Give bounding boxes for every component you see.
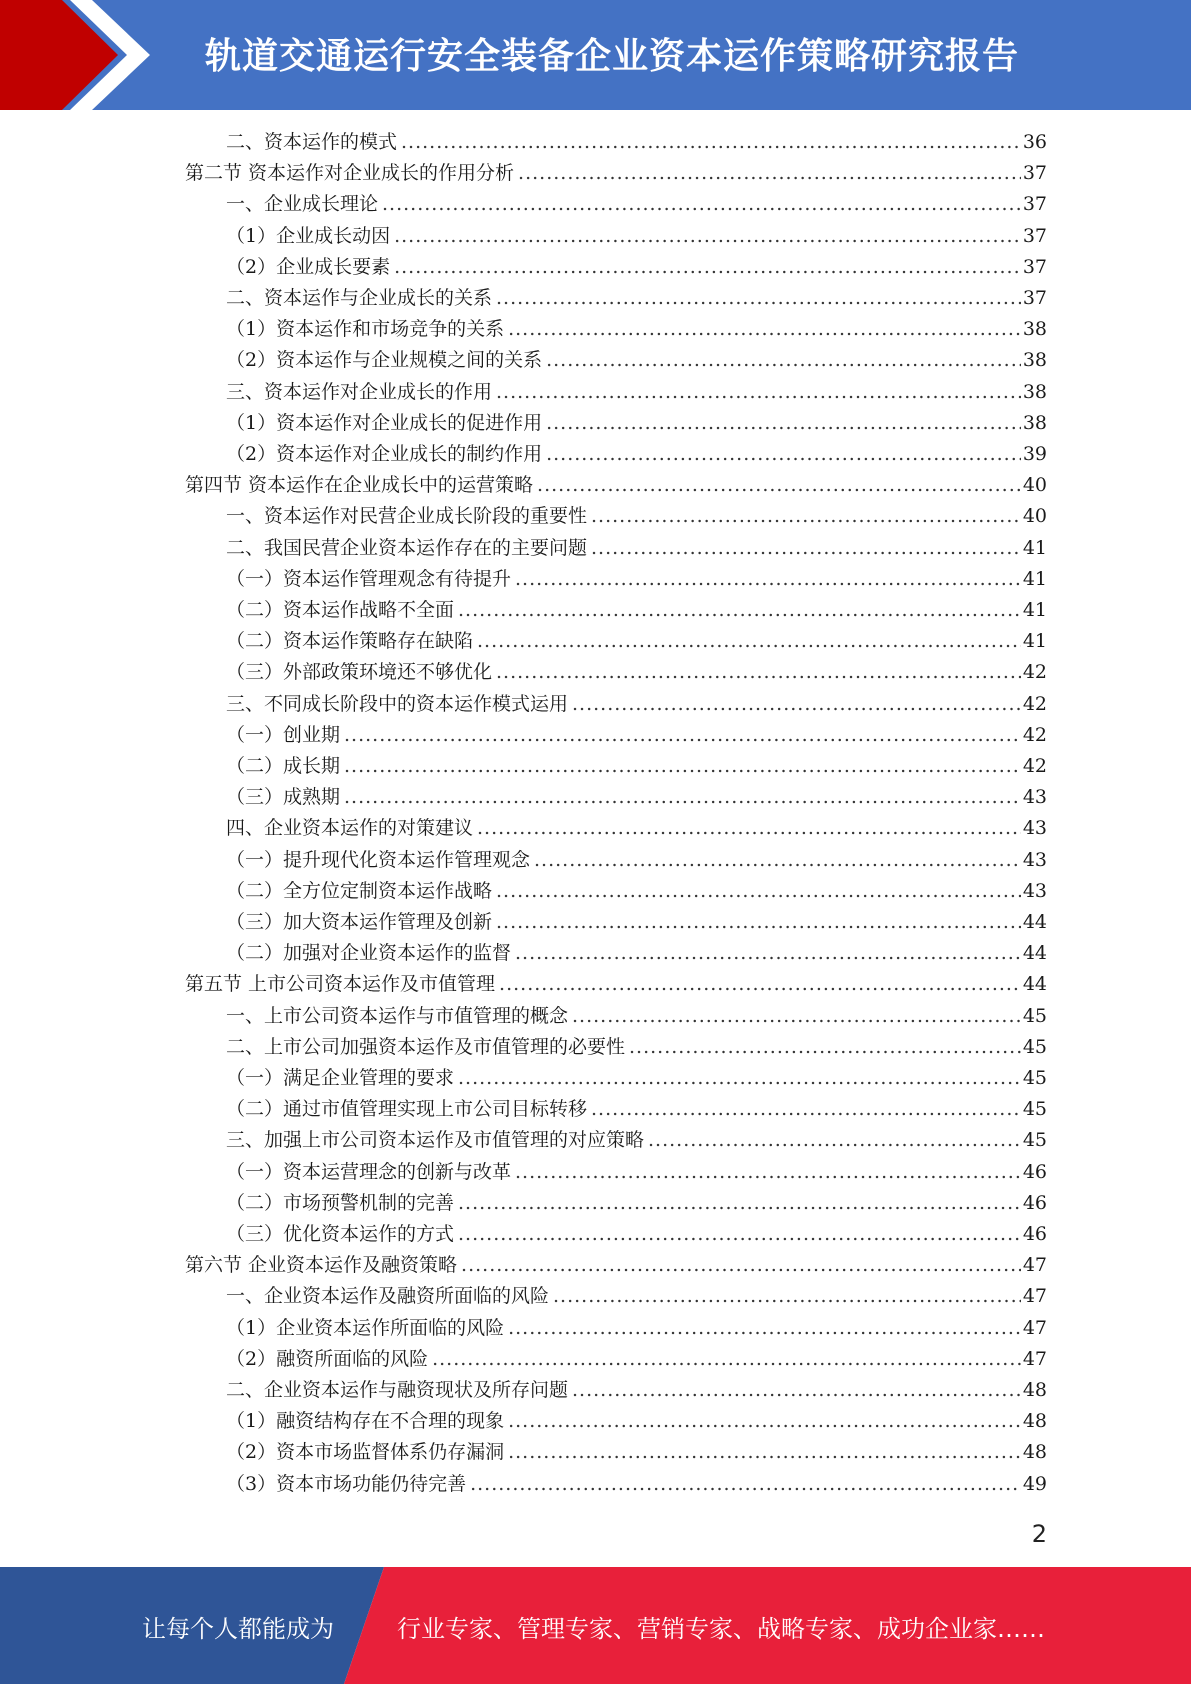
toc-entry-label: （2）资本运作与企业规模之间的关系 [226,349,543,372]
toc-entry-label: （三）优化资本运作的方式 [226,1223,455,1245]
toc-entry-label: （一）资本运作管理观念有待提升 [226,567,512,590]
toc-entry[interactable] [226,1188,1047,1219]
toc-entry[interactable] [226,1344,1047,1375]
toc-dot-leader [508,1313,1021,1344]
toc-entry-label: （2）企业成长要素 [226,255,391,278]
toc-entry-label: （二）市场预警机制的完善 [226,1191,455,1214]
toc-entry[interactable] [226,1094,1047,1125]
toc-entry-page: 47 [1022,1254,1047,1277]
toc-entry-page: 48 [1022,1379,1047,1401]
toc-entry-label: （2）资本市场监督体系仍存漏洞 [226,1441,505,1464]
toc-entry-page: 42 [1022,723,1047,746]
toc-entry-label: 第六节 企业资本运作及融资策略 [185,1254,458,1277]
toc-dot-leader [572,1001,1021,1032]
toc-entry[interactable] [226,439,1047,470]
toc-entry-page: 42 [1022,692,1047,715]
toc-entry-label: 三、资本运作对企业成长的作用 [226,380,493,403]
toc-dot-leader [515,564,1021,595]
toc-entry-page: 40 [1022,474,1047,497]
toc-entry[interactable] [226,1157,1047,1188]
toc-entry-page: 45 [1022,1004,1047,1027]
toc-dot-leader [546,408,1021,439]
toc-entry-label: （三）成熟期 [226,786,341,809]
toc-entry[interactable] [226,127,1047,158]
toc-dot-leader [344,782,1021,813]
toc-dot-leader [546,345,1021,376]
toc-entry[interactable] [226,813,1047,844]
toc-entry-label: 一、企业成长理论 [226,193,379,216]
toc-dot-leader [508,314,1021,345]
toc-entry-label: 一、上市公司资本运作与市值管理的概念 [226,1004,569,1027]
toc-entry-page: 40 [1022,505,1047,528]
toc-entry-label: 第五节 上市公司资本运作及市值管理 [185,973,496,996]
toc-dot-leader [572,689,1021,720]
toc-dot-leader [344,751,1021,782]
toc-entry-label: 第二节 资本运作对企业成长的作用分析 [185,162,515,185]
toc-dot-leader [458,1188,1021,1219]
toc-entry-label: 二、资本运作的模式 [226,131,398,153]
toc-entry-page: 43 [1022,817,1047,840]
toc-dot-leader [515,938,1021,969]
toc-entry-label: （二）成长期 [226,755,341,777]
toc-dot-leader [496,377,1021,408]
toc-entry[interactable] [226,501,1047,532]
toc-entry-label: （2）融资所面临的风险 [226,1347,429,1370]
toc-dot-leader [553,1281,1021,1312]
toc-entry-label: （三）加大资本运作管理及创新 [226,911,493,933]
toc-dot-leader [534,845,1021,876]
toc-entry-page: 43 [1022,879,1047,902]
toc-entry-page: 37 [1022,162,1047,185]
toc-dot-leader [470,1469,1021,1500]
toc-entry-page: 47 [1022,1347,1047,1370]
toc-dot-leader [537,470,1021,501]
toc-entry-page: 44 [1022,973,1047,996]
toc-entry-label: （1）企业资本运作所面临的风险 [226,1316,505,1339]
toc-entry-label: 二、上市公司加强资本运作及市值管理的必要性 [226,1035,626,1058]
toc-entry-label: （3）资本市场功能仍待完善 [226,1472,467,1495]
toc-entry-page: 45 [1022,1098,1047,1121]
toc-entry-page: 45 [1022,1129,1047,1152]
toc-dot-leader [461,1250,1021,1281]
toc-entry-page: 48 [1022,1410,1047,1433]
toc-entry[interactable] [226,751,1047,782]
toc-entry[interactable] [226,1001,1047,1032]
toc-entry-label: 第四节 资本运作在企业成长中的运营策略 [185,474,534,497]
toc-entry-page: 38 [1022,349,1047,372]
toc-entry[interactable] [226,782,1047,813]
toc-dot-leader [591,501,1021,532]
toc-entry[interactable] [226,657,1047,688]
toc-entry[interactable] [226,1125,1047,1156]
toc-entry[interactable] [226,345,1047,376]
toc-dot-leader [496,283,1021,314]
toc-entry[interactable] [226,689,1047,720]
toc-entry[interactable] [226,876,1047,907]
toc-entry-label: （一）创业期 [226,723,341,746]
toc-entry-label: （二）资本运作战略不全面 [226,599,455,621]
toc-entry-page: 46 [1022,1160,1047,1183]
toc-dot-leader [572,1375,1021,1406]
toc-entry[interactable] [185,1250,1047,1281]
footer-slogan-right: 行业专家、管理专家、营销专家、战略专家、成功企业家…… [397,1615,1045,1643]
toc-entry[interactable] [226,189,1047,220]
toc-entry[interactable] [226,1437,1047,1468]
toc-entry-page: 38 [1022,380,1047,403]
toc-entry-page: 45 [1022,1067,1047,1089]
toc-entry-label: 三、不同成长阶段中的资本运作模式运用 [226,692,569,715]
toc-entry-label: 二、资本运作与企业成长的关系 [226,287,493,309]
header-banner [0,0,1191,110]
toc-entry-label: （二）加强对企业资本运作的监督 [226,942,512,965]
toc-entry[interactable] [226,283,1047,314]
toc-entry-label: （1）融资结构存在不合理的现象 [226,1410,505,1433]
toc-entry-page: 39 [1022,443,1047,465]
toc-entry[interactable] [185,470,1047,501]
toc-dot-leader [496,657,1021,688]
toc-entry[interactable] [226,720,1047,751]
toc-entry-page: 37 [1022,255,1047,278]
toc-entry[interactable] [226,533,1047,564]
toc-entry[interactable] [185,158,1047,189]
toc-entry[interactable] [226,1032,1047,1063]
toc-dot-leader [458,1063,1021,1094]
toc-entry-label: 三、加强上市公司资本运作及市值管理的对应策略 [226,1129,645,1152]
toc-entry-page: 43 [1022,786,1047,809]
toc-entry-label: （二）通过市值管理实现上市公司目标转移 [226,1098,588,1121]
toc-dot-leader [401,127,1021,158]
toc-entry-label: （2）资本运作对企业成长的制约作用 [226,443,543,465]
toc-entry-label: 一、资本运作对民营企业成长阶段的重要性 [226,505,588,528]
toc-entry-label: （1）资本运作对企业成长的促进作用 [226,411,543,434]
toc-entry-page: 38 [1022,318,1047,341]
toc-entry-page: 44 [1022,942,1047,965]
toc-entry[interactable] [226,377,1047,408]
toc-entry-page: 44 [1022,911,1047,933]
toc-entry[interactable] [226,252,1047,283]
toc-dot-leader [458,595,1021,626]
toc-entry-label: （一）资本运营理念的创新与改革 [226,1160,512,1183]
toc-entry-page: 37 [1022,287,1047,309]
toc-entry[interactable] [226,564,1047,595]
toc-entry-page: 37 [1022,224,1047,247]
toc-entry-page: 48 [1022,1441,1047,1464]
toc-entry-page: 36 [1022,131,1047,153]
toc-entry[interactable] [226,938,1047,969]
toc-dot-leader [518,158,1021,189]
report-title: 轨道交通运行安全装备企业资本运作策略研究报告 [205,36,1020,77]
toc-entry[interactable] [226,314,1047,345]
toc-entry[interactable] [226,1063,1047,1094]
toc-entry[interactable] [185,969,1047,1000]
toc-entry-page: 41 [1022,599,1047,621]
toc-dot-leader [508,1437,1021,1468]
toc-dot-leader [515,1157,1021,1188]
toc-entry-label: 二、我国民营企业资本运作存在的主要问题 [226,536,588,559]
toc-entry-label: （一）满足企业管理的要求 [226,1067,455,1089]
toc-entry-label: （三）外部政策环境还不够优化 [226,661,493,684]
toc-dot-leader [591,533,1021,564]
toc-dot-leader [382,189,1021,220]
toc-entry[interactable] [226,1406,1047,1437]
toc-dot-leader [394,221,1021,252]
toc-dot-leader [477,813,1021,844]
toc-entry-page: 47 [1022,1316,1047,1339]
toc-entry-page: 38 [1022,411,1047,434]
toc-entry-page: 41 [1022,536,1047,559]
toc-entry[interactable] [226,221,1047,252]
toc-entry[interactable] [226,1469,1047,1500]
toc-entry[interactable] [226,907,1047,938]
toc-dot-leader [546,439,1021,470]
toc-dot-leader [394,252,1021,283]
toc-dot-leader [458,1219,1021,1250]
toc-entry[interactable] [226,1375,1047,1406]
toc-entry-label: （二）全方位定制资本运作战略 [226,879,493,902]
footer-slogan-left: 让每个人都能成为 [142,1615,334,1643]
toc-entry-page: 45 [1022,1035,1047,1058]
toc-entry-page: 43 [1022,848,1047,871]
toc-entry-page: 42 [1022,661,1047,684]
toc-entry-label: 四、企业资本运作的对策建议 [226,817,474,840]
toc-entry-page: 41 [1022,567,1047,590]
toc-entry-page: 49 [1022,1472,1047,1495]
toc-entry[interactable] [226,595,1047,626]
toc-entry[interactable] [226,1313,1047,1344]
toc-entry-page: 46 [1022,1191,1047,1214]
toc-entry[interactable] [226,626,1047,657]
toc-entry[interactable] [226,1281,1047,1312]
toc-entry-page: 42 [1022,755,1047,777]
header-arrow-graphic [0,0,160,110]
toc-entry-label: 二、企业资本运作与融资现状及所存问题 [226,1379,569,1401]
toc-dot-leader [629,1032,1021,1063]
toc-entry-label: （一）提升现代化资本运作管理观念 [226,848,531,871]
toc-dot-leader [344,720,1021,751]
toc-entry-label: 一、企业资本运作及融资所面临的风险 [226,1285,550,1308]
toc-dot-leader [508,1406,1021,1437]
toc-entry-page: 41 [1022,630,1047,653]
toc-dot-leader [477,626,1021,657]
toc-dot-leader [496,876,1021,907]
footer-banner [0,1567,1191,1684]
toc-dot-leader [591,1094,1021,1125]
toc-entry-page: 47 [1022,1285,1047,1308]
toc-entry-page: 46 [1022,1223,1047,1245]
toc-entry-label: （1）企业成长动因 [226,224,391,247]
toc-entry-page: 37 [1022,193,1047,216]
toc-dot-leader [648,1125,1021,1156]
toc-entry[interactable] [226,845,1047,876]
toc-entry[interactable] [226,1219,1047,1250]
toc-entry[interactable] [226,408,1047,439]
page-number: 2 [1031,1520,1047,1548]
toc-dot-leader [432,1344,1021,1375]
toc-entry-label: （二）资本运作策略存在缺陷 [226,630,474,653]
toc-dot-leader [499,969,1021,1000]
toc-entry-label: （1）资本运作和市场竞争的关系 [226,318,505,341]
toc-dot-leader [496,907,1021,938]
